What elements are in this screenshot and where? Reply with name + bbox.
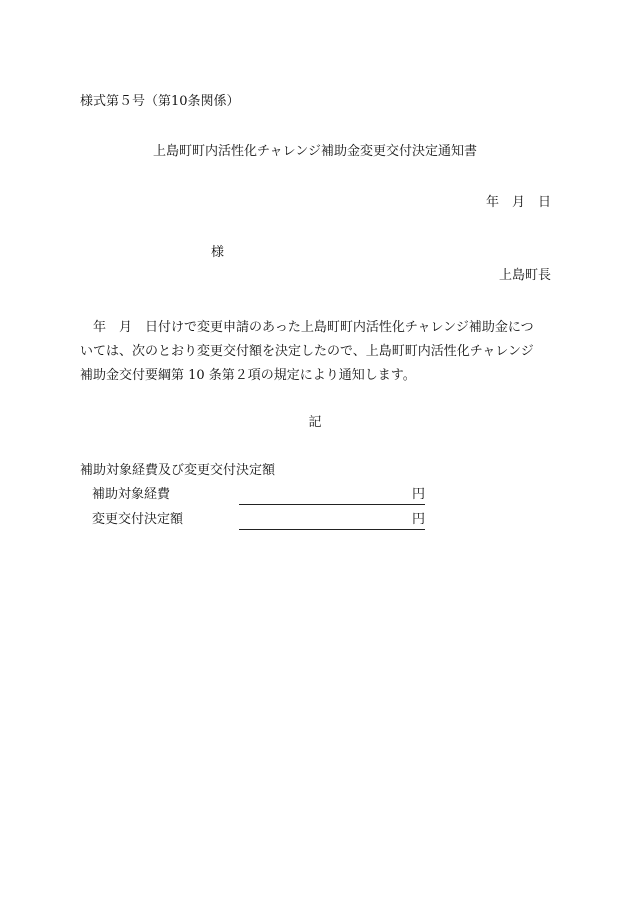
body-line: 補助金交付要綱第 10 条第２項の規定により通知します。: [80, 368, 416, 383]
changed-grant-amount-label: 変更交付決定額: [92, 512, 184, 527]
changed-grant-amount-field: [239, 513, 425, 530]
document-title: 上島町町内活性化チャレンジ補助金変更交付決定通知書: [153, 144, 477, 159]
body-line: いては、次のとおり変更交付額を決定したので、上島町町内活性化チャレンジ: [80, 344, 534, 359]
ki-marker: 記: [308, 415, 322, 430]
date-line: 年 月 日: [485, 195, 551, 210]
recipient-honorific: 様: [211, 245, 225, 260]
form-number: 様式第５号（第10条関係）: [80, 94, 240, 109]
subsidy-expense-amount-field: [239, 488, 425, 505]
yen-unit: 円: [411, 487, 425, 502]
body-paragraph: [80, 316, 551, 388]
yen-unit: 円: [411, 512, 425, 527]
body-line: 年 月 日付けで変更申請のあった上島町町内活性化チャレンジ補助金につ: [80, 320, 534, 335]
section-heading: 補助対象経費及び変更交付決定額: [80, 463, 276, 478]
subsidy-expense-label: 補助対象経費: [92, 487, 171, 502]
issuer-name: 上島町長: [498, 268, 551, 283]
